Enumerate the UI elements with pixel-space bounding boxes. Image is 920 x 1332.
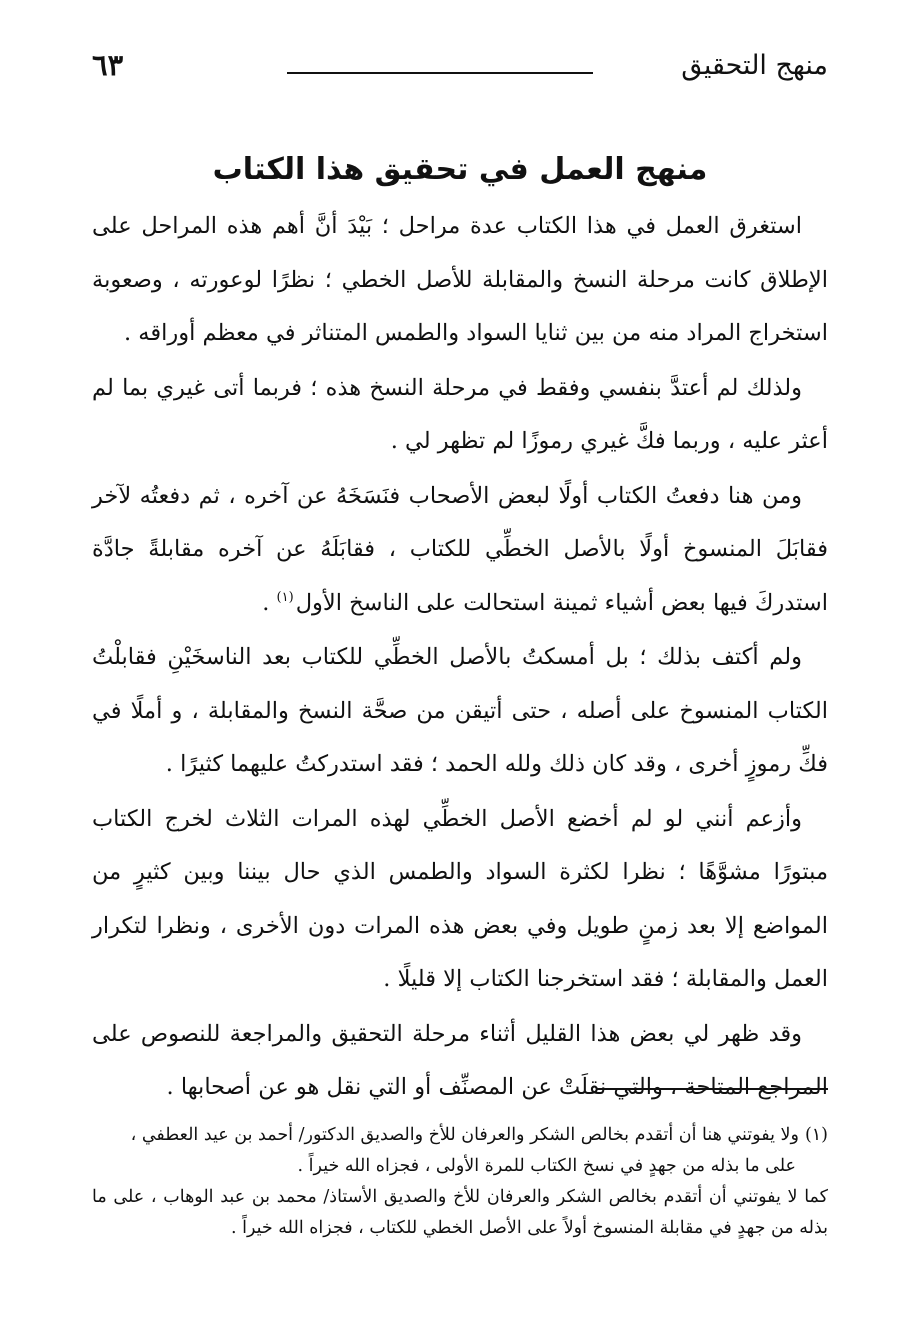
running-title: منهج التحقيق xyxy=(681,50,828,81)
footnote-1 xyxy=(92,1120,828,1151)
paragraph-3-text: ومن هنا دفعتُ الكتاب أولًا لبعض الأصحاب فنَسَخَهُ عن آخره ، ثم دفعتُه لآخر فقابَلَ المنسوخ أولًا بالأصل الخطِّي للكتاب ، فقابَلَهُ عن آخره مقابلةً جادَّة استدركَ فيها بعض أشياء ثمينة استحالت على الناسخ الأول xyxy=(92,482,828,616)
footnote-reference[interactable]: (١) xyxy=(276,590,294,605)
section-title: منهج العمل في تحقيق هذا الكتاب xyxy=(212,152,708,188)
footnote-1-line-2: على ما بذله من جهدٍ في نسخ الكتاب للمرة الأولى ، فجزاه الله خيراً . xyxy=(297,1156,796,1176)
paragraph-2: ولذلك لم أعتدَّ بنفسي وفقط في مرحلة النسخ هذه ؛ فربما أتى غيري بما لم أعثر عليه ، وربما فكَّ غيري رموزًا لم تظهر لي . xyxy=(92,374,828,454)
footnote-2: كما لا يفوتني أن أتقدم بخالص الشكر والعرفان للأخ والصديق الأستاذ/ محمد بن عبد الوهاب ، على ما بذله من جهدٍ في مقابلة المنسوخ أولاً على الأصل الخطي للكتاب ، فجزاه الله خيراً . xyxy=(92,1187,828,1238)
page-number: ٦٣ xyxy=(92,48,124,82)
footnotes xyxy=(92,1120,828,1244)
paragraph-6: وقد ظهر لي بعض هذا القليل أثناء مرحلة التحقيق والمراجعة للنصوص على المراجع المتاحة ، والتي نقلَتْ عن المصنِّف أو التي نقل هو عن أصحابها . xyxy=(92,1020,828,1100)
paragraph-3 xyxy=(92,470,828,631)
footnote-marker: (١) xyxy=(804,1125,828,1145)
header-rule xyxy=(287,72,593,74)
running-header xyxy=(92,48,828,94)
footnote-1-line-1: ولا يفوتني هنا أن أتقدم بخالص الشكر والعرفان للأخ والصديق الدكتور/ أحمد بن عيد العطفي ، xyxy=(130,1125,799,1145)
paragraph-5: وأزعم أنني لو لم أخضع الأصل الخطِّي لهذه المرات الثلاث لخرج الكتاب مبتورًا مشوَّهًا ؛ نظرا لكثرة السواد والطمس الذي حال بيننا وبين كثيرٍ من المواضع إلا بعد زمنٍ طويل وفي بعض هذه المرات دون الأخرى ، ونظرا لتكرار العمل والمقابلة ؛ فقد استخرجنا الكتاب إلا قليلًا . xyxy=(92,805,828,992)
footnote-rule xyxy=(596,1088,828,1090)
paragraph-4: ولم أكتف بذلك ؛ بل أمسكتُ بالأصل الخطِّي للكتاب بعد الناسخَيْنِ فقابلْتُ الكتاب المنسوخ على أصله ، حتى أتيقن من صحَّة النسخ والمقابلة ، و أملًا في فكِّ رموزٍ أخرى ، وقد كان ذلك ولله الحمد ؛ فقد استدركتُ عليهما كثيرًا . xyxy=(92,644,828,777)
body-text xyxy=(92,200,828,1115)
paragraph-1: استغرق العمل في هذا الكتاب عدة مراحل ؛ بَيْدَ أنَّ أهم هذه المراحل على الإطلاق كانت مرحلة النسخ والمقابلة للأصل الخطي ؛ نظرًا لوعورته ، وصعوبة استخراج المراد منه من بين ثنايا السواد والطمس المتناثر في معظم أوراقه . xyxy=(92,213,828,346)
paragraph-3-end: . xyxy=(262,589,277,616)
